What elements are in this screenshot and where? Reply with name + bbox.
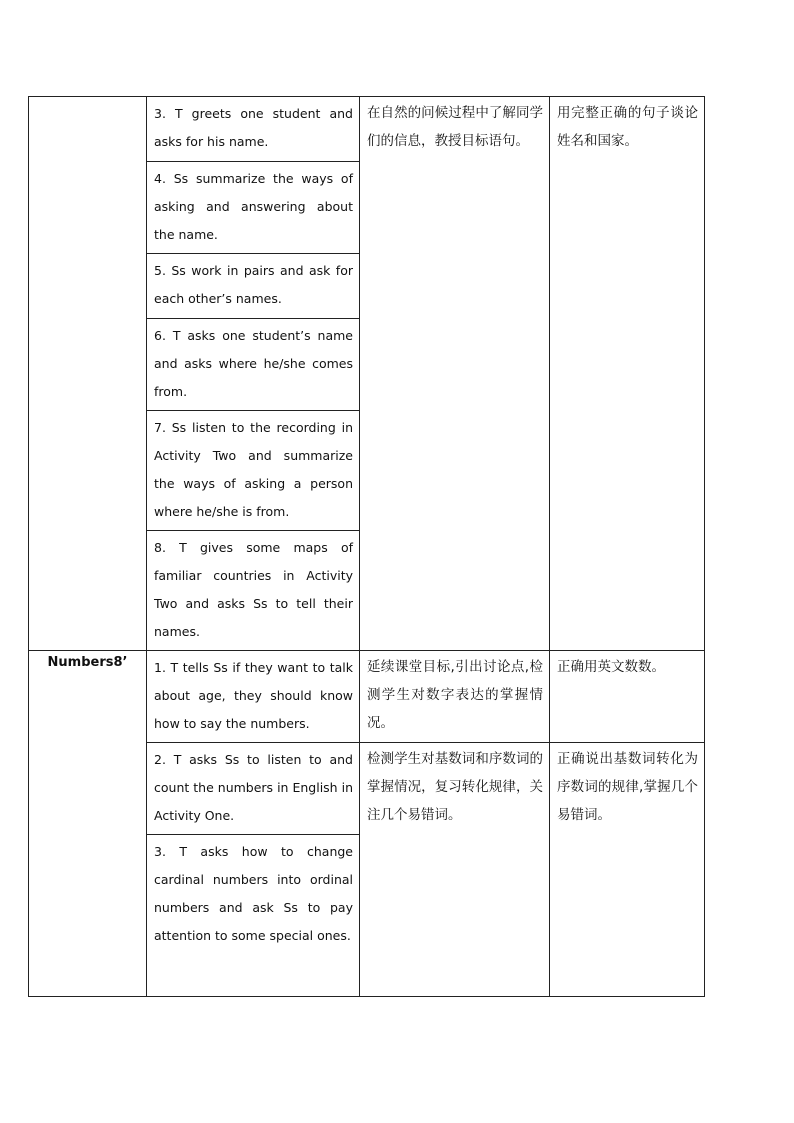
step-cell [147, 162, 360, 254]
step-text: 6. T asks one student’s name and asks where he/she comes from. [154, 328, 353, 399]
goal-cell [550, 743, 705, 997]
step-text: 3. T asks how to change cardinal numbers into ordinal numbers and ask Ss to pay attention to some special ones. [154, 844, 353, 943]
step-cell [147, 97, 360, 162]
purpose-cell [360, 651, 550, 743]
purpose-cell [360, 743, 550, 997]
table-row [29, 651, 705, 743]
goal-text: 正确说出基数词转化为序数词的规律,掌握几个易错词。 [557, 751, 698, 823]
purpose-cell [360, 97, 550, 651]
step-text: 3. T greets one student and asks for his name. [154, 106, 353, 149]
purpose-text: 在自然的问候过程中了解同学们的信息，教授目标语句。 [367, 105, 543, 149]
step-text: 7. Ss listen to the recording in Activity Two and summarize the ways of asking a person where he/she is from. [154, 420, 353, 519]
lesson-plan-table [28, 96, 705, 997]
section-label: Numbers8’ [47, 655, 128, 670]
step-cell [147, 411, 360, 531]
purpose-text: 检测学生对基数词和序数词的掌握情况，复习转化规律，关注几个易错词。 [367, 751, 543, 823]
goal-cell [550, 651, 705, 743]
goal-text: 正确用英文数数。 [557, 659, 665, 675]
section-cell-numbers [29, 651, 147, 997]
step-text: 5. Ss work in pairs and ask for each other’s names. [154, 263, 353, 306]
step-cell [147, 743, 360, 835]
step-text: 2. T asks Ss to listen to and count the numbers in English in Activity One. [154, 752, 353, 823]
step-text: 1. T tells Ss if they want to talk about age, they should know how to say the numbers. [154, 660, 353, 731]
step-cell [147, 835, 360, 997]
table-row [29, 97, 705, 162]
purpose-text: 延续课堂目标,引出讨论点,检测学生对数字表达的掌握情况。 [367, 659, 543, 731]
step-cell [147, 319, 360, 411]
section-cell-empty [29, 97, 147, 651]
step-cell [147, 254, 360, 319]
step-text: 4. Ss summarize the ways of asking and answering about the name. [154, 171, 353, 242]
step-text: 8. T gives some maps of familiar countries in Activity Two and asks Ss to tell their names. [154, 540, 353, 639]
step-cell [147, 651, 360, 743]
step-cell [147, 531, 360, 651]
goal-cell [550, 97, 705, 651]
goal-text: 用完整正确的句子谈论姓名和国家。 [557, 105, 698, 149]
